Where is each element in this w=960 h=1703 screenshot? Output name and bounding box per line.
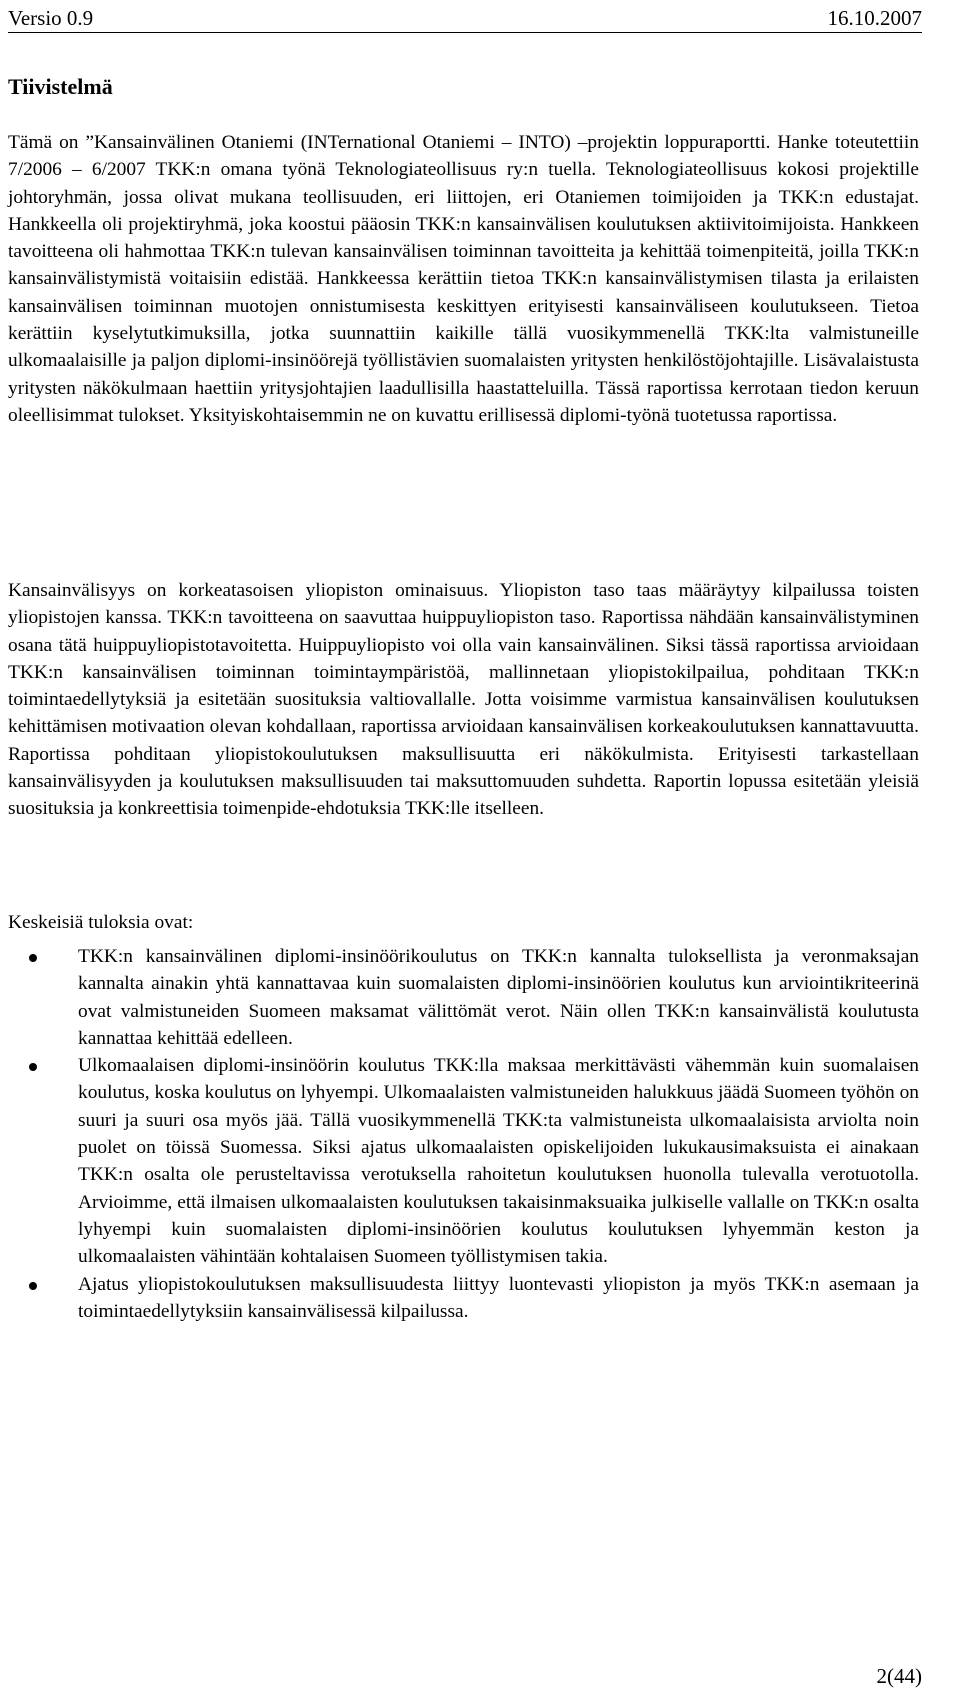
list-item [8,1271,919,1326]
section-title: Tiivistelmä [8,74,113,99]
page-header [8,4,922,32]
list-item-text: TKK:n kansainvälinen diplomi-insinöörikoulutus on TKK:n kannalta tuloksellista ja veronmaksajan kannalta ainakin yhtä kannattavaa kuin suomalaisten diplomi-insinöörien koulutus kun arviointikriteerinä ovat valmistuneiden Suomeen maksamat välittömät verot. Näin ollen TKK:n kansainvälistä koulutusta kannattaa kehittää edelleen. [78,946,919,1049]
header-divider [8,32,922,33]
date-label: 16.10.2007 [827,6,922,30]
page-number: 2(44) [876,1664,922,1688]
paragraph-results-heading: Keskeisiä tuloksia ovat: [8,912,194,933]
list-item [8,1052,919,1270]
results-list [8,943,919,1325]
paragraph-internationality: Kansainvälisyys on korkeatasoisen yliopiston ominaisuus. Yliopiston taso taas määräytyy kilpailussa toisten yliopistojen kanssa. TKK:n tavoitteena on saavuttaa huippuyliopiston taso. Raportissa nähdään kansainvälistyminen osana tätä huippuyliopistotavoitetta. Huippuyliopisto voi olla vain kansainvälinen. Siksi tässä raportissa arvioidaan TKK:n kansainvälisen toiminnan toimintaympäristöä, mallinnetaan yliopistokilpailua, pohditaan TKK:n toimintaedellytyksiä ja esitetään suosituksia valtiovallalle. Jotta voisimme varmistua kansainvälisen koulutuksen kehittämisen motivaation olevan kohdallaan, raportissa arvioidaan kansainvälisen korkeakoulutuksen kannattavuutta. Raportissa pohditaan yliopistokoulutuksen maksullisuutta eri näkökulmista. Erityisesti tarkastellaan kansainvälisyyden ja koulutuksen maksullisuuden tai maksuttomuuden suhdetta. Raportin lopussa esitetään yleisiä suosituksia ja konkreettisia toimenpide-ehdotuksia TKK:lle itselleen. [8,580,919,820]
list-item-text: Ajatus yliopistokoulutuksen maksullisuudesta liittyy luontevasti yliopiston ja myös TKK:n asemaan ja toimintaedellytyksiin kansainvälisessä kilpailussa. [78,1273,919,1322]
list-item [8,943,919,1052]
bullet-icon [29,954,37,962]
bullet-icon [29,1063,37,1071]
paragraph-intro: Tämä on ”Kansainvälinen Otaniemi (INTernational Otaniemi – INTO) –projektin loppuraportti. Hanke toteutettiin 7/2006 – 6/2007 TKK:n omana työnä Teknologiateollisuus ry:n tuella. Teknologiateollisuus kokosi projektille johtoryhmän, jossa olivat mukana teollisuuden, eri liittojen, eri Otaniemen toimijoiden ja TKK:n edustajat. Hankkeella oli projektiryhmä, joka koostui pääosin TKK:n kansainvälisen koulutuksen aktiivitoimijoista. Hankkeen tavoitteena oli hahmottaa TKK:n tulevan kansainvälisen toiminnan tavoitteita ja kehittää toimenpiteitä, joilla TKK:n kansainvälistymistä voitaisiin edistää. Hankkeessa kerättiin tietoa TKK:n kansainvälistymisen tilasta ja erilaisten kansainvälisen toiminnan muotojen onnistumisesta keskittyen erityisesti kansainväliseen koulutukseen. Tietoa kerättiin kyselytutkimuksilla, jotka suunnattiin kaikille tällä vuosikymmenellä TKK:lta valmistuneille ulkomaalaisille ja paljon diplomi-insinöörejä työllistävien suomalaisten yritysten henkilöstöjohtajille. Lisävalaistusta yritysten näkökulmaan haettiin yritysjohtajien laadullisilla haastatteluilla. Tässä raportissa kerrotaan tiedon keruun oleellisimmat tulokset. Yksityiskohtaisemmin ne on kuvattu erillisessä diplomi-työnä tuotetussa raportissa. [8,132,919,426]
bullet-icon [29,1282,37,1290]
version-label: Versio 0.9 [8,6,94,30]
list-item-text: Ulkomaalaisen diplomi-insinöörin koulutus TKK:lla maksaa merkittävästi vähemmän kuin suomalaisen koulutus, koska koulutus on lyhyempi. Ulkomaalaisten valmistuneiden halukkuus jäädä Suomeen työhön on suuri ja suuri osa myös jää. Tällä vuosikymmenellä TKK:ta valmistuneista ulkomaalaisista arviolta noin puolet on töissä Suomessa. Siksi ajatus ulkomaalaisten opiskelijoiden lukukausimaksuista ei ainakaan TKK:n osalta ole perusteltavissa verotuksella rahoitetun koulutuksen huonolla tulevalla verotuotolla. Arvioimme, että ilmaisen ulkomaalaisten koulutuksen takaisinmaksuaika julkiselle vallalle on TKK:n osalta lyhyempi kuin suomalaisten diplomi-insinöörien koulutus koulutuksen lyhyemmän keston ja ulkomaalaisten vähintään kohtalaisen Suomeen työllistymisen takia. [78,1055,919,1268]
